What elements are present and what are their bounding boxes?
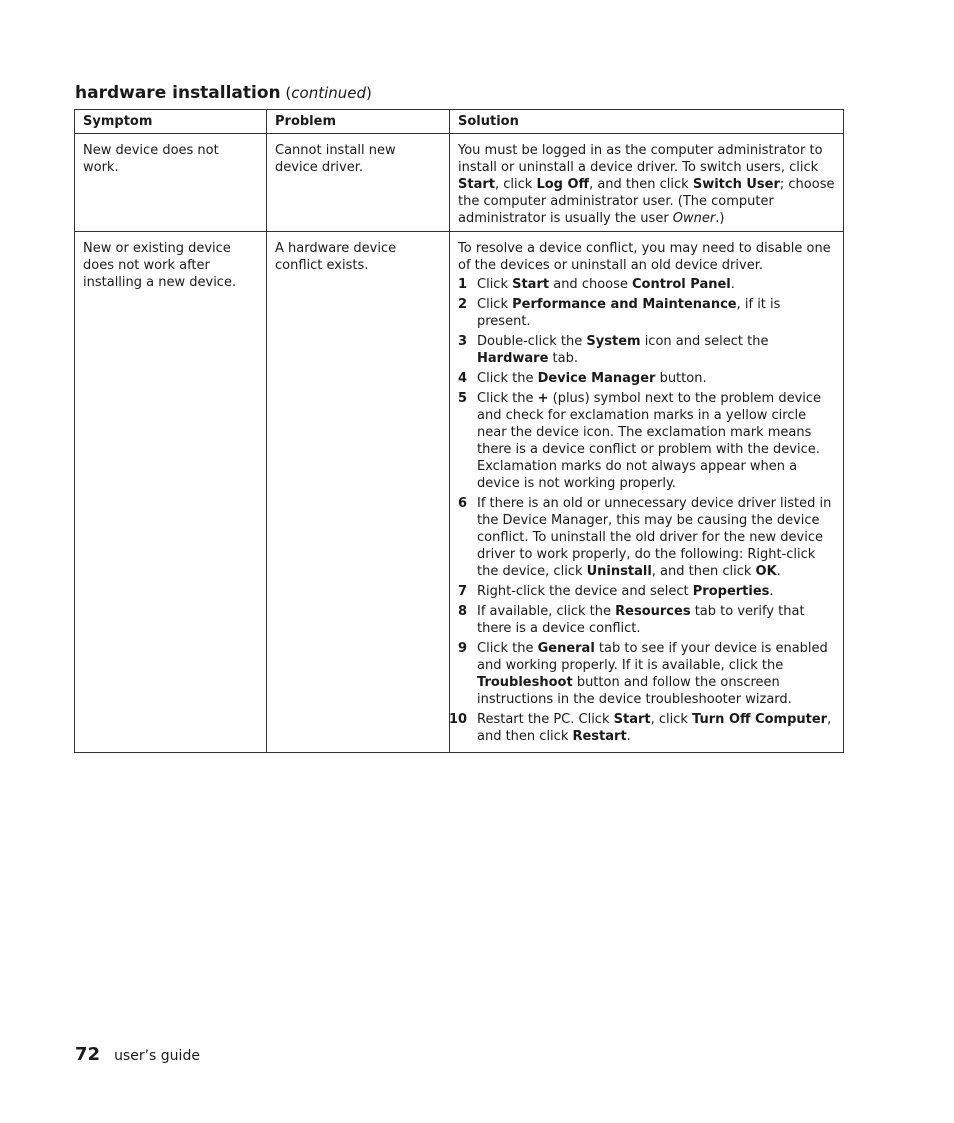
continued-label: (continued) [280,84,372,102]
problem-cell: Cannot install new device driver. [267,134,450,232]
table-row [75,232,844,753]
step-item: 3 Double-click the System icon and select the Hardware tab. [458,334,769,366]
page-footer [75,1044,200,1065]
solution-intro: To resolve a device conflict, you may need to disable one of the devices or uninstall an old device driver. [458,241,831,273]
header-problem: Problem [267,110,450,134]
step-item: 7 Right-click the device and select Properties. [458,584,774,599]
solution-steps [449,276,835,745]
step-item: 8 If available, click the Resources tab to verify that there is a device conflict. [458,604,805,636]
header-symptom: Symptom [75,110,267,134]
page-number: 72 [75,1044,101,1065]
solution-cell [450,232,844,753]
step-item: 5 Click the + (plus) symbol next to the problem device and check for exclamation marks in a yellow circle near the device icon. The exclamation mark means there is a device conflict or problem with the device. Exclamation marks do not always appear when a device is not working properly. [458,391,822,491]
table-row [75,134,844,232]
section-title [75,82,372,104]
symptom-cell: New or existing device does not work after installing a new device. [75,232,267,753]
step-item: 4 Click the Device Manager button. [458,371,707,386]
solution-cell: You must be logged in as the computer administrator to install or uninstall a device driver. To switch users, click Start, click Log Off, and then click Switch User; choose the computer administrator user. (The computer administrator is usually the user Owner.) [450,134,844,232]
guide-title: user’s guide [114,1048,200,1064]
step-item: 10 Restart the PC. Click Start, click Turn Off Computer, and then click Restart. [449,712,832,744]
symptom-cell: New device does not work. [75,134,267,232]
step-item: 2 Click Performance and Maintenance, if it is present. [458,297,781,329]
step-item: 9 Click the General tab to see if your device is enabled and working properly. If it is available, click the Troubleshoot button and follow the onscreen instructions in the device troubleshooter wizard. [458,641,828,707]
section-title-text: hardware installation [75,83,281,103]
table-header-row [75,110,844,134]
header-solution: Solution [450,110,844,134]
troubleshooting-table [74,109,844,753]
problem-cell: A hardware device conflict exists. [267,232,450,753]
step-item: 1 Click Start and choose Control Panel. [458,277,735,292]
step-item: 6 If there is an old or unnecessary device driver listed in the Device Manager, this may be causing the device conflict. To uninstall the old driver for the new device driver to work properly, do the following: Right-click the device, click Uninstall, and then click OK. [458,496,832,579]
